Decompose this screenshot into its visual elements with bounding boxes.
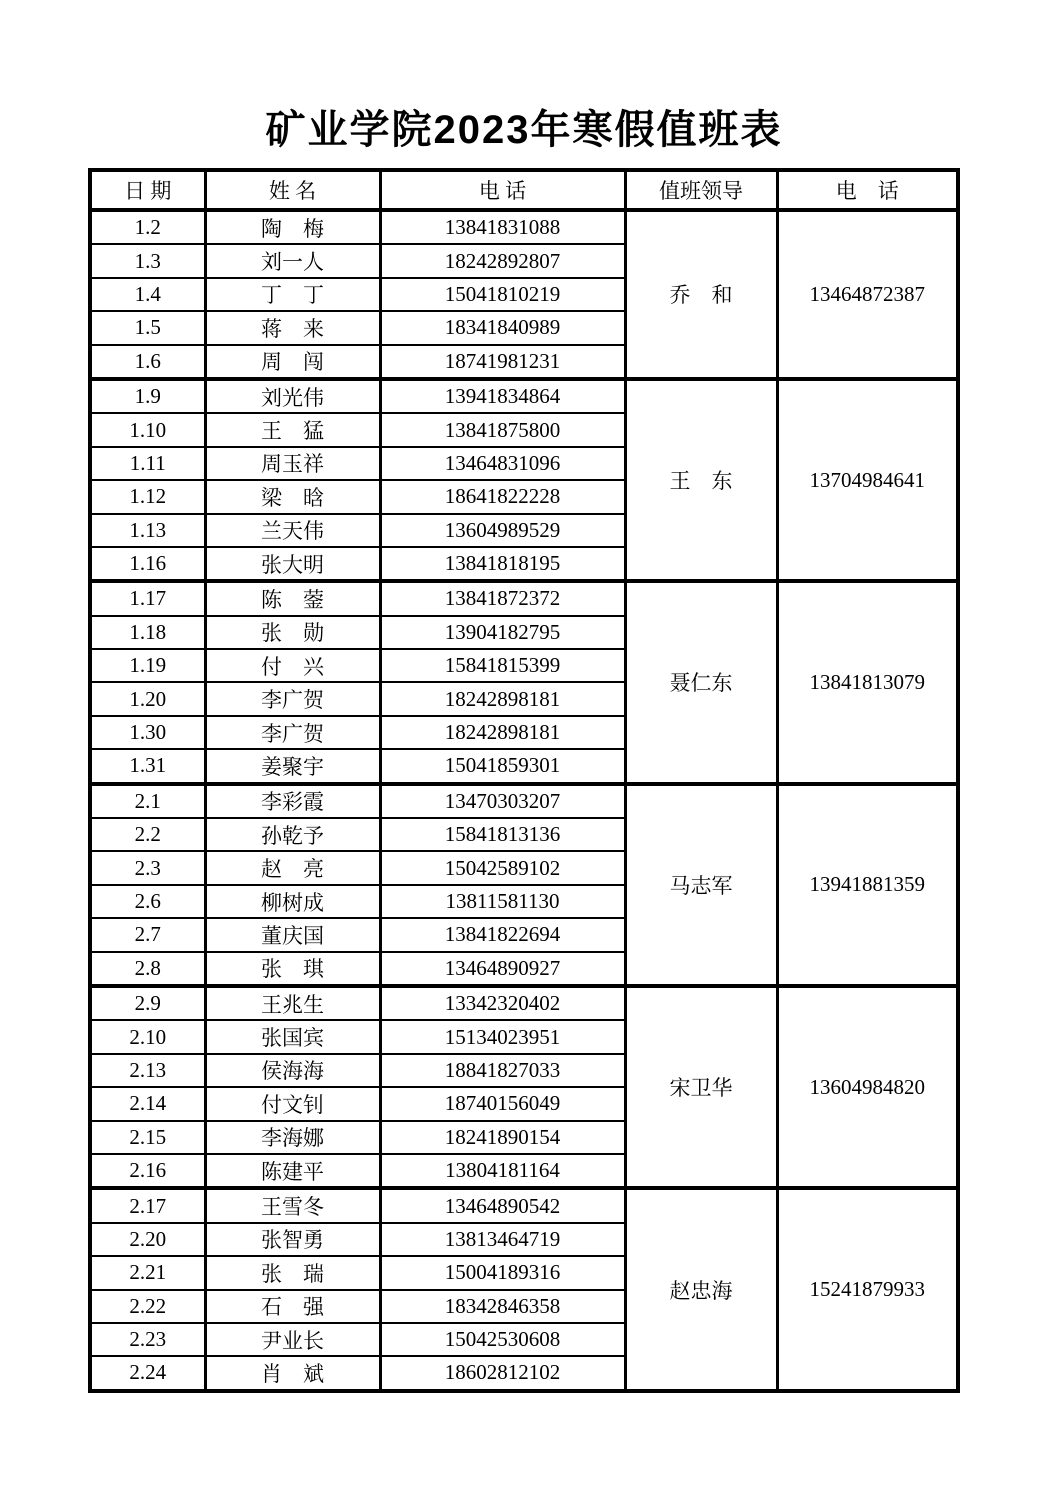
header-date: 日 期 (90, 170, 205, 210)
phone-cell: 13841822694 (380, 918, 625, 951)
phone-cell: 13811581130 (380, 885, 625, 918)
name-cell: 石 强 (205, 1290, 380, 1323)
date-cell: 2.13 (90, 1054, 205, 1087)
phone-cell: 13464890927 (380, 952, 625, 986)
name-cell: 王兆生 (205, 986, 380, 1020)
date-cell: 2.23 (90, 1323, 205, 1356)
phone-cell: 13470303207 (380, 784, 625, 818)
date-cell: 2.9 (90, 986, 205, 1020)
date-cell: 1.30 (90, 716, 205, 749)
name-cell: 张智勇 (205, 1223, 380, 1256)
header-leader: 值班领导 (625, 170, 777, 210)
leader-name-cell: 赵忠海 (625, 1188, 777, 1390)
name-cell: 陈建平 (205, 1154, 380, 1188)
name-cell: 李彩霞 (205, 784, 380, 818)
table-row (90, 379, 958, 413)
phone-cell: 15042589102 (380, 851, 625, 884)
name-cell: 兰天伟 (205, 514, 380, 547)
name-cell: 李海娜 (205, 1121, 380, 1154)
date-cell: 2.8 (90, 952, 205, 986)
leader-name-cell: 王 东 (625, 379, 777, 581)
date-cell: 2.15 (90, 1121, 205, 1154)
phone-cell: 18341840989 (380, 311, 625, 344)
phone-cell: 18242892807 (380, 244, 625, 277)
phone-cell: 18342846358 (380, 1290, 625, 1323)
phone-cell: 15841813136 (380, 818, 625, 851)
name-cell: 柳树成 (205, 885, 380, 918)
date-cell: 2.2 (90, 818, 205, 851)
date-cell: 1.10 (90, 413, 205, 446)
name-cell: 周玉祥 (205, 447, 380, 480)
date-cell: 1.12 (90, 480, 205, 513)
date-cell: 1.2 (90, 210, 205, 244)
leader-name-cell: 聂仁东 (625, 581, 777, 783)
phone-cell: 18741981231 (380, 345, 625, 379)
leader-phone-cell: 13704984641 (777, 379, 958, 581)
phone-cell: 15041810219 (380, 278, 625, 311)
name-cell: 姜聚宇 (205, 749, 380, 783)
phone-cell: 13941834864 (380, 379, 625, 413)
duty-group-1 (90, 210, 958, 379)
duty-group-5 (90, 986, 958, 1188)
name-cell: 周 闯 (205, 345, 380, 379)
date-cell: 1.20 (90, 682, 205, 715)
leader-phone-cell: 13604984820 (777, 986, 958, 1188)
name-cell: 张大明 (205, 547, 380, 581)
phone-cell: 13464890542 (380, 1188, 625, 1222)
date-cell: 1.17 (90, 581, 205, 615)
name-cell: 尹业长 (205, 1323, 380, 1356)
name-cell: 付 兴 (205, 649, 380, 682)
name-cell: 丁 丁 (205, 278, 380, 311)
table-row (90, 784, 958, 818)
duty-group-2 (90, 379, 958, 581)
duty-group-3 (90, 581, 958, 783)
name-cell: 董庆国 (205, 918, 380, 951)
date-cell: 2.14 (90, 1087, 205, 1120)
date-cell: 2.1 (90, 784, 205, 818)
date-cell: 1.6 (90, 345, 205, 379)
name-cell: 张 瑞 (205, 1256, 380, 1289)
phone-cell: 15041859301 (380, 749, 625, 783)
phone-cell: 13342320402 (380, 986, 625, 1020)
phone-cell: 13464831096 (380, 447, 625, 480)
header-name: 姓 名 (205, 170, 380, 210)
leader-name-cell: 马志军 (625, 784, 777, 986)
phone-cell: 13804181164 (380, 1154, 625, 1188)
date-cell: 1.19 (90, 649, 205, 682)
header-leader-phone: 电 话 (777, 170, 958, 210)
name-cell: 付文钊 (205, 1087, 380, 1120)
duty-group-6 (90, 1188, 958, 1390)
leader-phone-cell: 15241879933 (777, 1188, 958, 1390)
phone-cell: 13813464719 (380, 1223, 625, 1256)
date-cell: 2.10 (90, 1020, 205, 1053)
duty-table (88, 168, 960, 1393)
name-cell: 陶 梅 (205, 210, 380, 244)
date-cell: 1.4 (90, 278, 205, 311)
leader-phone-cell: 13841813079 (777, 581, 958, 783)
date-cell: 2.3 (90, 851, 205, 884)
table-row (90, 986, 958, 1020)
date-cell: 1.5 (90, 311, 205, 344)
date-cell: 1.16 (90, 547, 205, 581)
phone-cell: 15042530608 (380, 1323, 625, 1356)
duty-group-4 (90, 784, 958, 986)
table-row (90, 1188, 958, 1222)
date-cell: 1.13 (90, 514, 205, 547)
name-cell: 王雪冬 (205, 1188, 380, 1222)
date-cell: 2.20 (90, 1223, 205, 1256)
date-cell: 2.21 (90, 1256, 205, 1289)
page-title: 矿业学院2023年寒假值班表 (265, 108, 783, 152)
phone-cell: 18841827033 (380, 1054, 625, 1087)
name-cell: 李广贺 (205, 682, 380, 715)
phone-cell: 13841818195 (380, 547, 625, 581)
table-header-row (90, 170, 958, 210)
name-cell: 肖 斌 (205, 1356, 380, 1390)
name-cell: 梁 晗 (205, 480, 380, 513)
date-cell: 1.31 (90, 749, 205, 783)
phone-cell: 13904182795 (380, 616, 625, 649)
phone-cell: 15841815399 (380, 649, 625, 682)
date-cell: 1.3 (90, 244, 205, 277)
phone-cell: 13841872372 (380, 581, 625, 615)
name-cell: 侯海海 (205, 1054, 380, 1087)
phone-cell: 18241890154 (380, 1121, 625, 1154)
name-cell: 张 勋 (205, 616, 380, 649)
phone-cell: 18740156049 (380, 1087, 625, 1120)
table-row (90, 210, 958, 244)
date-cell: 2.17 (90, 1188, 205, 1222)
name-cell: 陈 蓥 (205, 581, 380, 615)
date-cell: 1.9 (90, 379, 205, 413)
leader-name-cell: 乔 和 (625, 210, 777, 379)
name-cell: 蒋 来 (205, 311, 380, 344)
name-cell: 张国宾 (205, 1020, 380, 1053)
phone-cell: 13841831088 (380, 210, 625, 244)
phone-cell: 15004189316 (380, 1256, 625, 1289)
name-cell: 李广贺 (205, 716, 380, 749)
date-cell: 2.6 (90, 885, 205, 918)
name-cell: 赵 亮 (205, 851, 380, 884)
phone-cell: 18242898181 (380, 682, 625, 715)
date-cell: 2.16 (90, 1154, 205, 1188)
phone-cell: 18641822228 (380, 480, 625, 513)
name-cell: 张 琪 (205, 952, 380, 986)
date-cell: 1.18 (90, 616, 205, 649)
leader-name-cell: 宋卫华 (625, 986, 777, 1188)
phone-cell: 18242898181 (380, 716, 625, 749)
leader-phone-cell: 13464872387 (777, 210, 958, 379)
date-cell: 2.24 (90, 1356, 205, 1390)
name-cell: 刘光伟 (205, 379, 380, 413)
date-cell: 2.22 (90, 1290, 205, 1323)
table-row (90, 581, 958, 615)
phone-cell: 15134023951 (380, 1020, 625, 1053)
name-cell: 刘一人 (205, 244, 380, 277)
phone-cell: 18602812102 (380, 1356, 625, 1390)
phone-cell: 13841875800 (380, 413, 625, 446)
date-cell: 2.7 (90, 918, 205, 951)
header-phone: 电 话 (380, 170, 625, 210)
date-cell: 1.11 (90, 447, 205, 480)
name-cell: 孙乾予 (205, 818, 380, 851)
leader-phone-cell: 13941881359 (777, 784, 958, 986)
phone-cell: 13604989529 (380, 514, 625, 547)
name-cell: 王 猛 (205, 413, 380, 446)
